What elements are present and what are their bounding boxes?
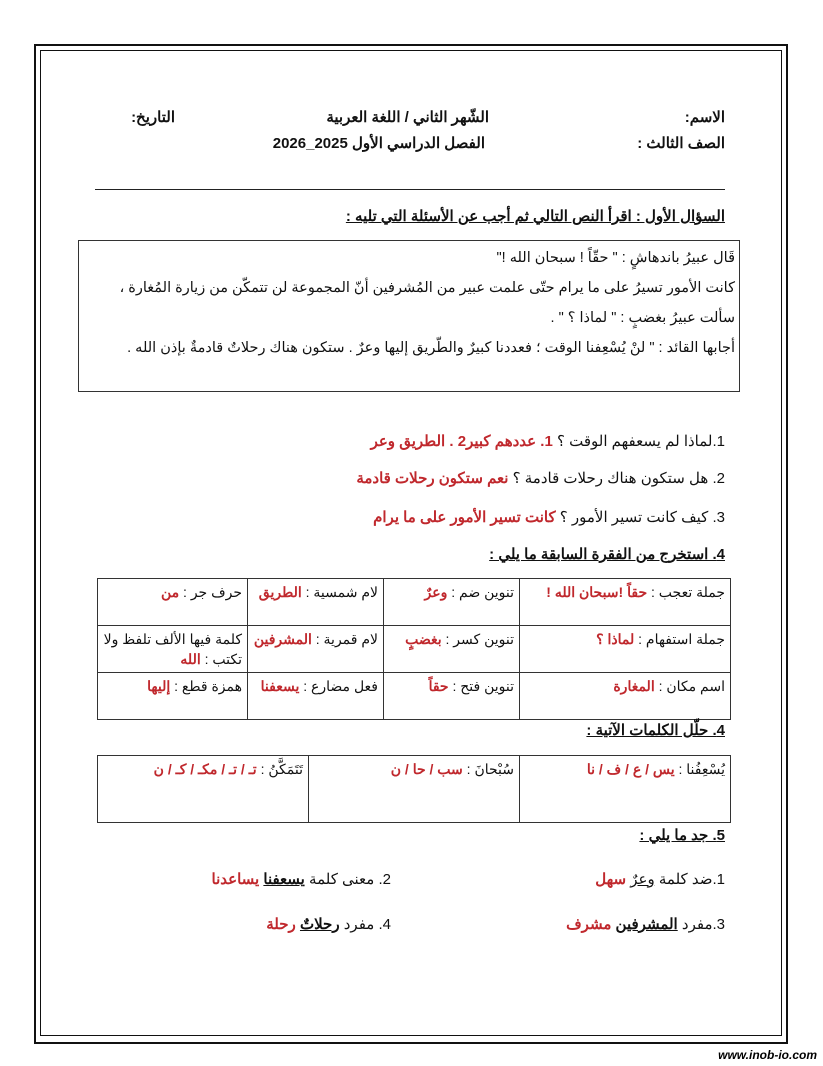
date-label: التاريخ: bbox=[131, 109, 175, 126]
header-divider bbox=[95, 189, 725, 190]
item-word: المشرفين bbox=[615, 916, 678, 933]
cell-label: تنوين فتح : bbox=[452, 678, 514, 694]
table-cell bbox=[248, 579, 384, 626]
table-cell bbox=[309, 756, 520, 823]
cell-label: جملة تعجب : bbox=[651, 584, 725, 600]
semester-label: الفصل الدراسي الأول 2025_2026 bbox=[272, 135, 485, 152]
find-item-1 bbox=[595, 870, 725, 888]
table-cell bbox=[98, 626, 248, 673]
find-item-4 bbox=[266, 915, 391, 933]
watermark: www.inob-io.com bbox=[718, 1048, 817, 1062]
table-row bbox=[98, 756, 731, 823]
cell-label: يُسْعِفُنا : bbox=[678, 761, 725, 777]
passage-line: أجابها القائد : " لنْ يُسْعِفنا الوقت ؛ فعددنا كبيرٌ والطّريق إليها وعرٌ . ستكون هناك رحلاتٌ قادمةٌ بإذن الله . bbox=[127, 340, 735, 356]
table-cell bbox=[520, 756, 731, 823]
find-heading: 5. جد ما يلي : bbox=[639, 827, 725, 844]
cell-answer: المشرفين bbox=[253, 631, 312, 647]
cell-answer: الطريق bbox=[258, 584, 302, 600]
analyze-heading: 4. حلّل الكلمات الآتية : bbox=[586, 722, 725, 739]
passage-line: كانت الأمور تسيرُ على ما يرام حتّى علمت عبير من المُشرفين أنّ المجموعة لن تتمكّن من زيارة المُغارة ، bbox=[119, 280, 735, 296]
find-item-2 bbox=[212, 870, 392, 888]
cell-answer: يس / ع / ف / نا bbox=[586, 761, 675, 777]
cell-label: تنوين ضم : bbox=[451, 584, 514, 600]
item-answer: سهل bbox=[595, 871, 627, 888]
table-cell bbox=[248, 673, 384, 720]
item-prefix: 4. مفرد bbox=[343, 916, 391, 933]
table-cell bbox=[384, 579, 520, 626]
table-cell bbox=[384, 673, 520, 720]
item-prefix: 3.مفرد bbox=[681, 916, 725, 933]
cell-answer: تـ / تـ / مكـ / كـ / ن bbox=[153, 761, 257, 777]
cell-label: حرف جر : bbox=[183, 584, 242, 600]
cell-label: سُبْحانَ : bbox=[466, 761, 514, 777]
reading-passage bbox=[78, 240, 740, 392]
cell-answer: حقاً bbox=[428, 678, 449, 694]
item-answer: رحلة bbox=[266, 916, 296, 933]
table-row bbox=[98, 579, 731, 626]
q1-heading: السؤال الأول : اقرأ النص التالي ثم أجب عن الأسئلة التي تليه : bbox=[345, 208, 725, 225]
question-2 bbox=[356, 469, 725, 487]
table-cell bbox=[520, 579, 731, 626]
item-prefix: 2. معنى كلمة bbox=[309, 871, 391, 888]
cell-answer: بغضبٍ bbox=[405, 631, 442, 647]
analyze-table bbox=[97, 755, 731, 823]
cell-label: تنوين كسر : bbox=[445, 631, 514, 647]
table-cell bbox=[98, 673, 248, 720]
extract-table bbox=[97, 578, 731, 720]
cell-label: همزة قطع : bbox=[174, 678, 242, 694]
cell-answer: حقاً !سبحان الله ! bbox=[546, 584, 648, 600]
page-border-inner bbox=[40, 50, 782, 1036]
cell-answer: سب / حا / ن bbox=[390, 761, 463, 777]
name-label: الاسم: bbox=[684, 109, 725, 126]
cell-label: لام قمرية : bbox=[315, 631, 378, 647]
passage-line: قَال عبيرُ باندهاشٍ : " حقّاً ! سبحان الله !" bbox=[496, 250, 735, 266]
answer-text: نعم ستكون رحلات قادمة bbox=[356, 470, 509, 487]
passage-line: سألت عبيرُ بغضبٍ : " لماذا ؟ " . bbox=[550, 310, 735, 326]
table-cell bbox=[248, 626, 384, 673]
cell-answer: وعرٌ bbox=[424, 584, 448, 600]
cell-label: جملة استفهام : bbox=[638, 631, 725, 647]
item-word: وعرٌ bbox=[630, 871, 655, 888]
table-cell bbox=[520, 626, 731, 673]
extract-heading: 4. استخرج من الفقرة السابقة ما يلي : bbox=[489, 546, 725, 563]
table-cell bbox=[98, 756, 309, 823]
item-answer: يساعدنا bbox=[211, 871, 260, 888]
question-text: 2. هل ستكون هناك رحلات قادمة ؟ bbox=[512, 470, 725, 487]
class-label: الصف الثالث : bbox=[637, 135, 725, 152]
item-answer: مشرف bbox=[566, 916, 612, 933]
cell-answer: إليها bbox=[147, 678, 171, 694]
cell-label: تَتَمَكَّنُ : bbox=[260, 761, 303, 777]
worksheet-title: الشّهر الثاني / اللغة العربية bbox=[326, 109, 489, 126]
table-cell bbox=[520, 673, 731, 720]
answer-text: كانت تسير الأمور على ما يرام bbox=[373, 509, 556, 526]
question-1 bbox=[371, 432, 725, 450]
table-row bbox=[98, 626, 731, 673]
cell-answer: الله bbox=[180, 651, 201, 667]
cell-answer: لماذا ؟ bbox=[596, 631, 635, 647]
item-word: رحلاتٌ bbox=[299, 916, 340, 933]
item-word: يسعفنا bbox=[263, 871, 305, 888]
cell-answer: المغارة bbox=[613, 678, 655, 694]
table-cell bbox=[384, 626, 520, 673]
answer-text: 1. عددهم كبير2 . الطريق وعر bbox=[370, 433, 553, 450]
question-text: 1.لماذا لم يسعفهم الوقت ؟ bbox=[556, 433, 725, 450]
question-3 bbox=[373, 508, 725, 526]
item-prefix: 1.ضد كلمة bbox=[658, 871, 725, 888]
cell-answer: من bbox=[161, 584, 180, 600]
cell-label: فعل مضارع : bbox=[303, 678, 378, 694]
cell-label: اسم مكان : bbox=[658, 678, 725, 694]
cell-label: لام شمسية : bbox=[305, 584, 378, 600]
table-row bbox=[98, 673, 731, 720]
question-text: 3. كيف كانت تسير الأمور ؟ bbox=[559, 509, 725, 526]
table-cell bbox=[98, 579, 248, 626]
find-item-3 bbox=[566, 915, 725, 933]
cell-answer: يسعفنا bbox=[260, 678, 300, 694]
cell-label: كلمة فيها الألف تلفظ ولا تكتب : bbox=[103, 631, 242, 667]
